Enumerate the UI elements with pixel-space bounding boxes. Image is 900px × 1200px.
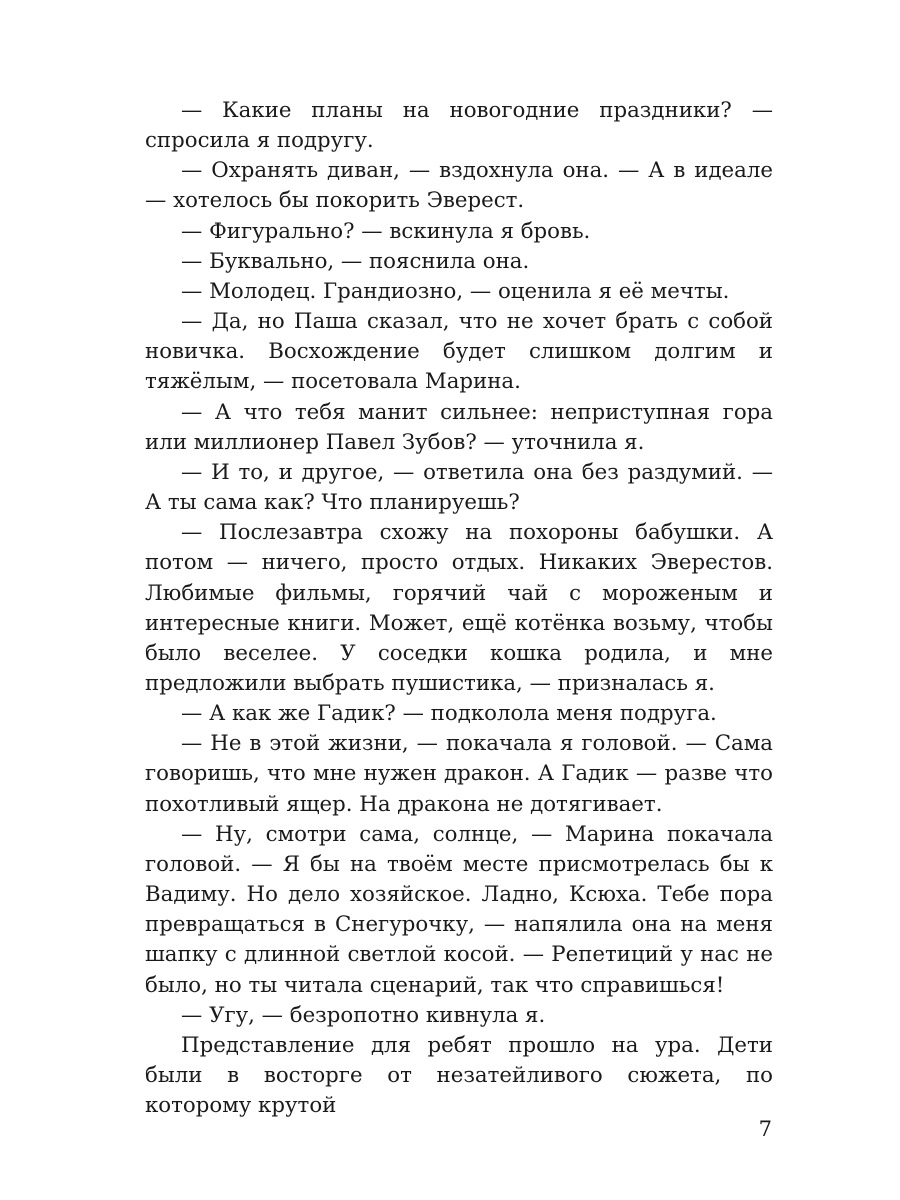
paragraph: — Ну, смотри сама, солнце, — Марина покачала головой. — Я бы на твоём месте присмотрелась бы к Вадиму. Но дело хозяйское. Ладно, Ксюха. Тебе пора превращаться в Снегурочку, — напялила она на меня шапку с длинной светлой косой. — Репетиций у нас не было, но ты читала сценарий, так что справишься! — [145, 821, 773, 998]
body-text — [145, 96, 773, 1121]
paragraph: — Да, но Паша сказал, что не хочет брать с собой новичка. Восхождение будет слишком долгим и тяжёлым, — посетовала Марина. — [145, 309, 773, 395]
paragraph: — Послезавтра схожу на похороны бабушки. А потом — ничего, просто отдых. Никаких Эверестов. Любимые фильмы, горячий чай с мороженым и интересные книги. Может, ещё котёнка возьму, чтобы было веселее. У соседки кошка родила, и мне предложили выбрать пушистика, — призналась я. — [145, 520, 773, 696]
paragraph: — Фигурально? — вскинула я бровь. — [181, 218, 591, 244]
paragraph: — А как же Гадик? — подколола меня подруга. — [181, 701, 717, 727]
paragraph: — Какие планы на новогодние праздники? — спросила я подругу. — [145, 98, 773, 154]
paragraph: — Буквально, — пояснила она. — [181, 248, 530, 274]
paragraph: — Охранять диван, — вздохнула она. — А в идеале — хотелось бы покорить Эверест. — [145, 158, 773, 214]
paragraph: — И то, и другое, — ответила она без раздумий. — А ты сама как? Что планируешь? — [145, 459, 773, 516]
paragraph: — Молодец. Грандиозно, — оценила я её мечты. — [181, 278, 730, 304]
paragraph: Представление для ребят прошло на ура. Дети были в восторге от незатейливого сюжета, по которому крутой — [145, 1032, 773, 1119]
paragraph: — Угу, — безропотно кивнула я. — [181, 1002, 546, 1028]
paragraph: — А что тебя манит сильнее: неприступная гора или миллионер Павел Зубов? — уточнила я. — [145, 399, 773, 455]
paragraph: — Не в этой жизни, — покачала я головой. — Сама говоришь, что мне нужен дракон. А Гадик — разве что похотливый ящер. На дракона не дотягивает. — [145, 731, 773, 817]
page-number: 7 — [758, 1117, 772, 1141]
